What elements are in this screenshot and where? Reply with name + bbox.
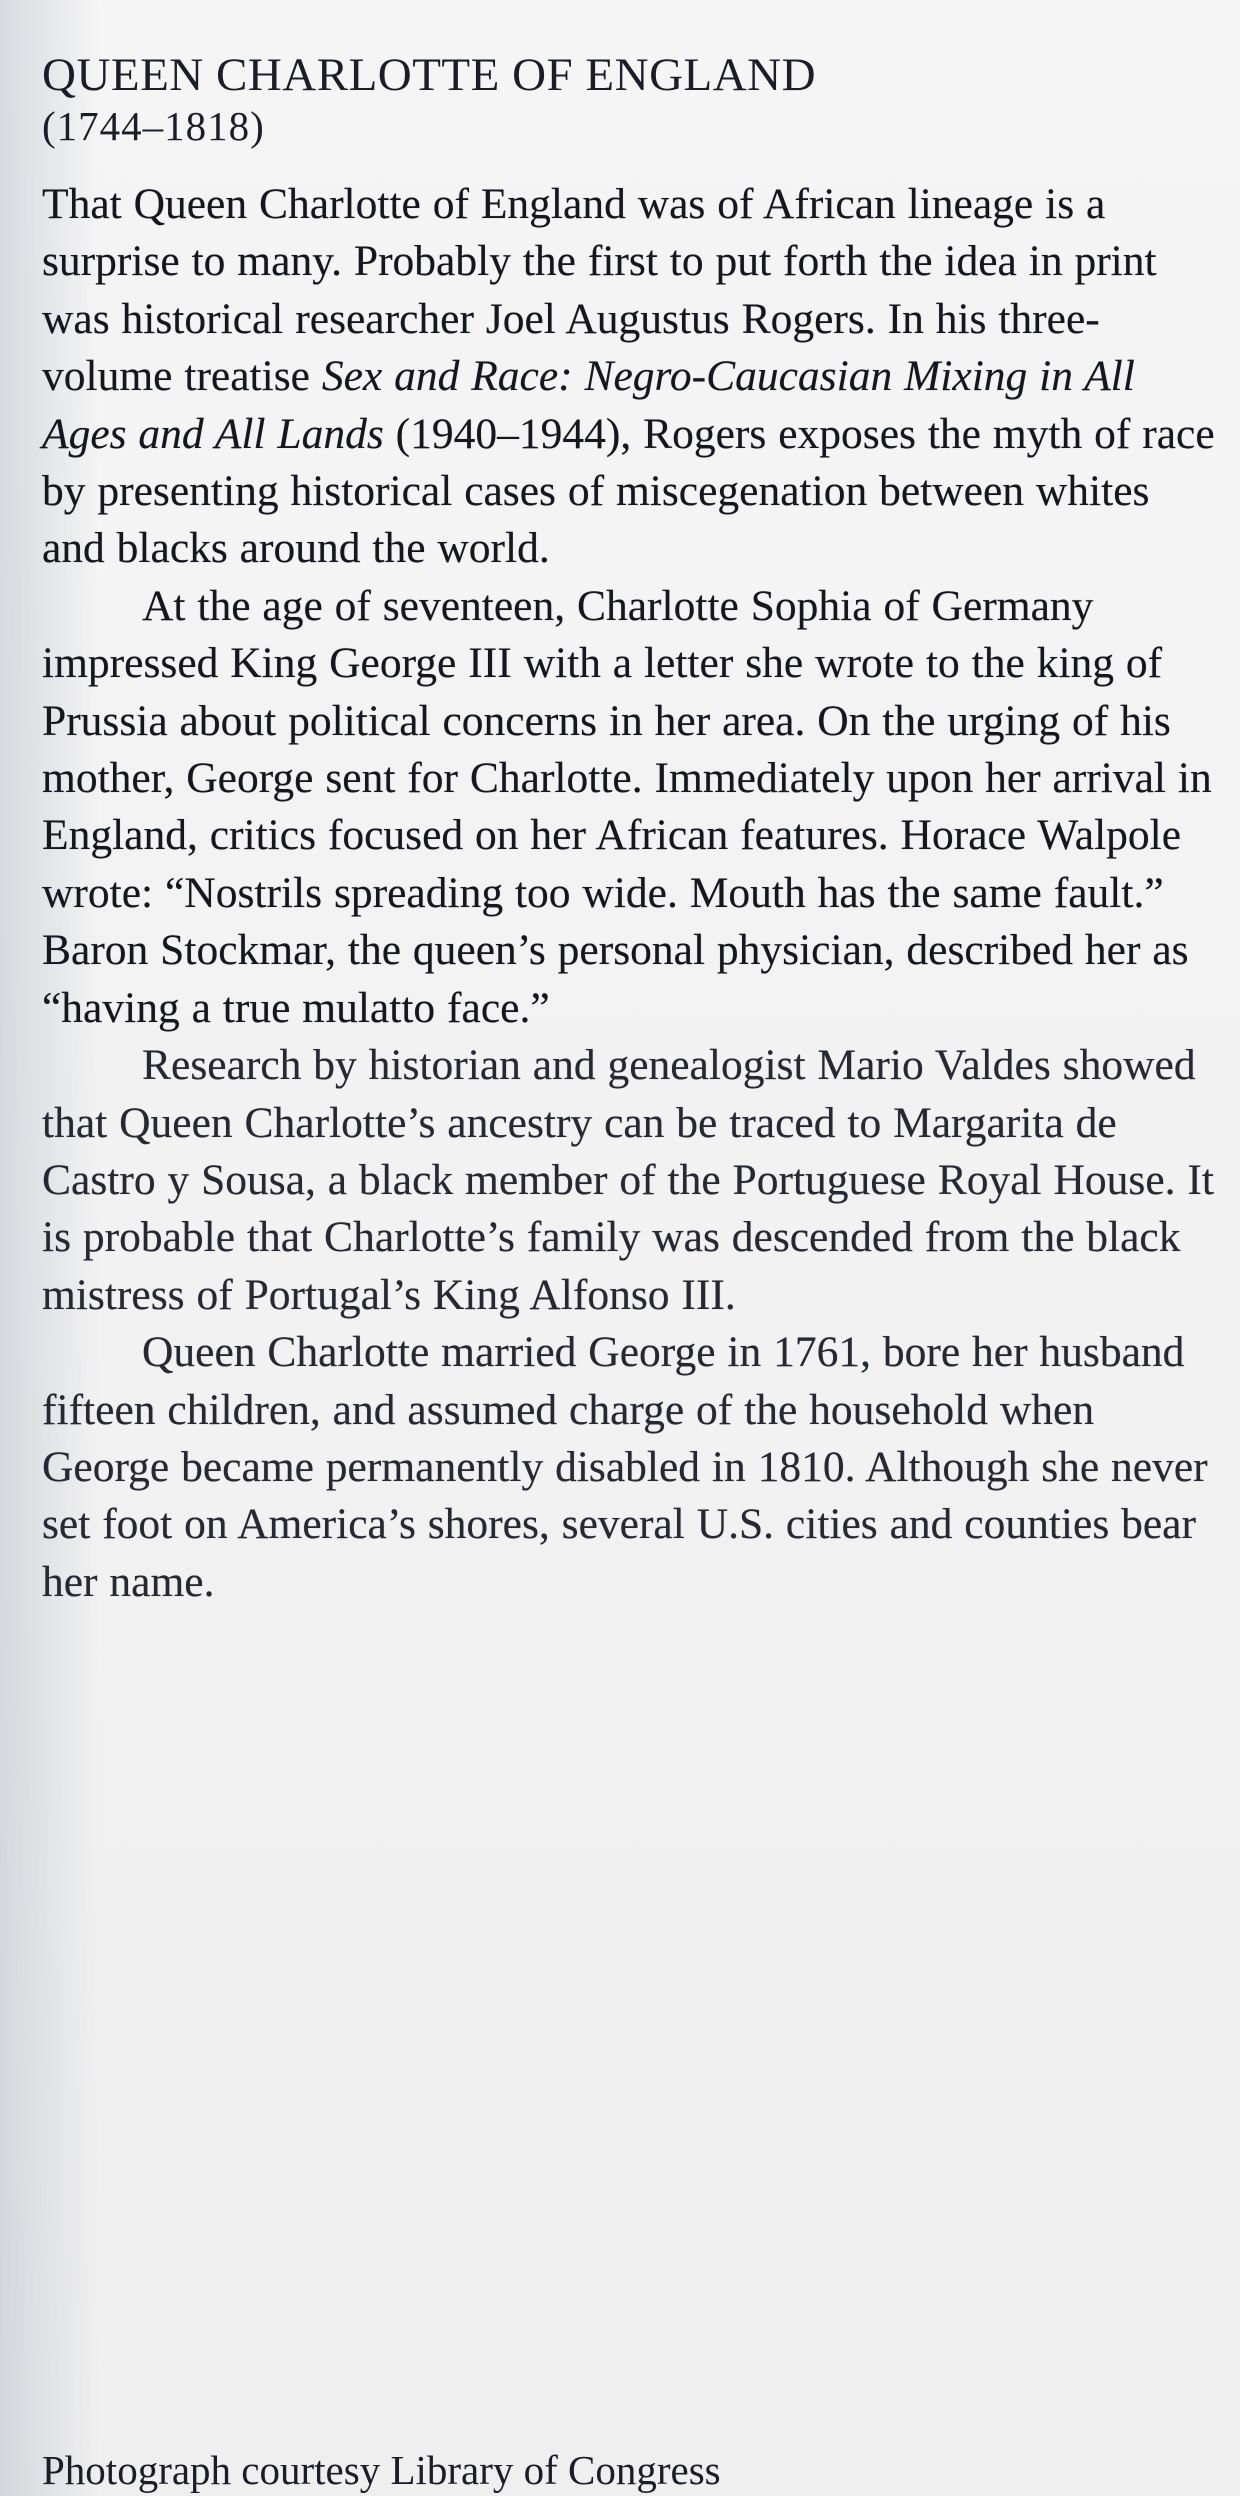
paragraph-1-text-after-italic: (1940–1944), Rogers exposes the myth of race by presenting historical cases of miscegenation between whites and blacks around the world. [42,409,1215,573]
book-title-italic: Sex and Race: Negro-Caucasian Mixing in All Ages and All Lands [42,352,1135,458]
paragraph-2: At the age of seventeen, Charlotte Sophia of Germany impressed King George III with a letter she wrote to the king of Prussia about political concerns in her area. On the urging of his mother, George sent for Charlotte. Immediately upon her arrival in England, critics focused on her African features. Horace Walpole wrote: “Nostrils spreading too wide. Mouth has the same fault.” Baron Stockmar, the queen’s personal physician, described her as “having a true mulatto face.” [42,581,1212,1032]
page-title: QUEEN CHARLOTTE OF ENGLAND [42,49,817,101]
paragraph-1 [42,176,1216,578]
paragraph-3: Research by historian and genealogist Mario Valdes showed that Queen Charlotte’s ancestry can be traced to Margarita de Castro y Sousa, a black member of the Portuguese Royal House. It is probable that Charlotte’s family was descended from the black mistress of Portugal’s King Alfonso III. [42,1041,1214,1319]
photo-credit: Photograph courtesy Library of Congress [42,2447,721,2493]
paragraph-1-text-before-italic: That Queen Charlotte of England was of African lineage is a surprise to many. Probably the first to put forth the idea in print was historical researcher Joel Augustus Rogers. In his three-volume treatise [42,180,1157,401]
paragraph-4: Queen Charlotte married George in 1761, bore her husband fifteen children, and assumed charge of the household when George became permanently disabled in 1810. Although she never set foot on America’s shores, several U.S. cities and counties bear her name. [42,1328,1208,1606]
life-dates: (1744–1818) [42,103,265,149]
